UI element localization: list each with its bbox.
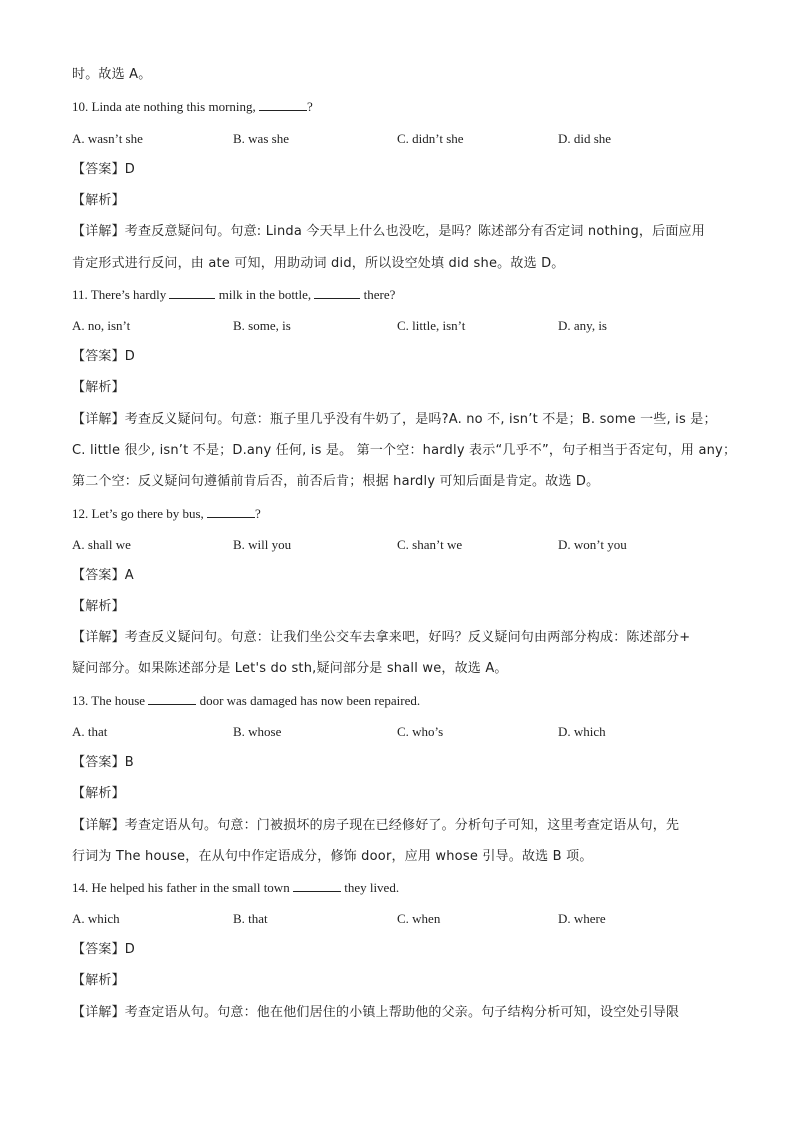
analysis-label: 【解析】 bbox=[72, 786, 125, 801]
question-11 bbox=[72, 286, 732, 304]
analysis-label: 【解析】 bbox=[72, 380, 125, 395]
analysis-label: 【解析】 bbox=[72, 973, 125, 988]
option-c: C. little, isn’t bbox=[397, 318, 466, 333]
option-d: D. won’t you bbox=[558, 537, 627, 552]
question-text: 11. There’s hardly bbox=[72, 287, 167, 302]
answer-label: 【答案】D bbox=[72, 162, 136, 177]
answer-label: 【答案】D bbox=[72, 349, 136, 364]
text-line: 时。故选 A。 bbox=[72, 67, 152, 82]
option-a: A. wasn’t she bbox=[72, 131, 143, 146]
option-a: A. that bbox=[72, 724, 108, 739]
question-text: 10. Linda ate nothing this morning, bbox=[72, 99, 256, 114]
answer-blank bbox=[207, 505, 255, 518]
answer-label: 【答案】D bbox=[72, 942, 136, 957]
question-10 bbox=[72, 98, 732, 116]
answer-blank bbox=[259, 98, 307, 111]
question-13 bbox=[72, 692, 732, 710]
option-b: B. some, is bbox=[233, 318, 291, 333]
question-14 bbox=[72, 879, 732, 897]
option-c: C. didn’t she bbox=[397, 131, 464, 146]
question-text: there? bbox=[363, 287, 396, 302]
question-text: 12. Let’s go there by bus, bbox=[72, 506, 204, 521]
explanation-text: 行词为 The house，在从句中作定语成分，修饰 door，应用 whose 引导。故选 B 项。 bbox=[72, 849, 593, 864]
explanation-text: 【详解】考查定语从句。句意：他在他们居住的小镇上帮助他的父亲。句子结构分析可知，设空处引导限 bbox=[72, 1005, 680, 1020]
explanation-text: C. little 很少, isn’t 不是；D.any 任何, is 是。 第一个空：hardly 表示“几乎不”，句子相当于否定句，用 any； bbox=[72, 443, 737, 458]
explanation-text: 疑问部分。如果陈述部分是 Let's do sth,疑问部分是 shall we，故选 A。 bbox=[72, 661, 508, 676]
question-12 bbox=[72, 505, 732, 523]
option-b: B. that bbox=[233, 911, 268, 926]
answer-label: 【答案】B bbox=[72, 755, 134, 770]
answer-blank bbox=[293, 879, 341, 892]
explanation-text: 【详解】考查反义疑问句。句意：让我们坐公交车去拿来吧，好吗？反义疑问句由两部分构成：陈述部分+ bbox=[72, 630, 691, 645]
option-d: D. which bbox=[558, 724, 606, 739]
option-a: A. no, isn’t bbox=[72, 318, 131, 333]
question-text: 14. He helped his father in the small town bbox=[72, 880, 290, 895]
answer-label: 【答案】A bbox=[72, 568, 134, 583]
question-text: door was damaged has now been repaired. bbox=[199, 693, 421, 708]
option-b: B. will you bbox=[233, 537, 292, 552]
option-b: B. whose bbox=[233, 724, 282, 739]
question-text: ? bbox=[255, 506, 261, 521]
question-text: milk in the bottle, bbox=[218, 287, 312, 302]
explanation-text: 【详解】考查定语从句。句意：门被损坏的房子现在已经修好了。分析句子可知，这里考查定语从句，先 bbox=[72, 818, 680, 833]
analysis-label: 【解析】 bbox=[72, 193, 125, 208]
option-c: C. who’s bbox=[397, 724, 444, 739]
option-a: A. which bbox=[72, 911, 120, 926]
question-text: they lived. bbox=[344, 880, 400, 895]
explanation-text: 肯定形式进行反问，由 ate 可知，用助动词 did，所以设空处填 did she。故选 D。 bbox=[72, 256, 565, 271]
option-d: D. did she bbox=[558, 131, 612, 146]
option-b: B. was she bbox=[233, 131, 289, 146]
option-d: D. any, is bbox=[558, 318, 607, 333]
explanation-text: 【详解】考查反义疑问句。句意：瓶子里几乎没有牛奶了，是吗?A. no 不, isn’t 不是；B. some 一些, is 是； bbox=[72, 412, 717, 427]
option-c: C. shan’t we bbox=[397, 537, 463, 552]
explanation-text: 第二个空：反义疑问句遵循前肯后否，前否后肯；根据 hardly 可知后面是肯定。故选 D。 bbox=[72, 474, 600, 489]
answer-blank bbox=[148, 692, 196, 705]
answer-blank bbox=[314, 286, 360, 299]
analysis-label: 【解析】 bbox=[72, 599, 125, 614]
option-c: C. when bbox=[397, 911, 441, 926]
explanation-text: 【详解】考查反意疑问句。句意: Linda 今天早上什么也没吃，是吗？陈述部分有否定词 nothing，后面应用 bbox=[72, 224, 705, 239]
question-text: 13. The house bbox=[72, 693, 146, 708]
option-a: A. shall we bbox=[72, 537, 131, 552]
question-text: ? bbox=[307, 99, 313, 114]
answer-blank bbox=[169, 286, 215, 299]
option-d: D. where bbox=[558, 911, 606, 926]
